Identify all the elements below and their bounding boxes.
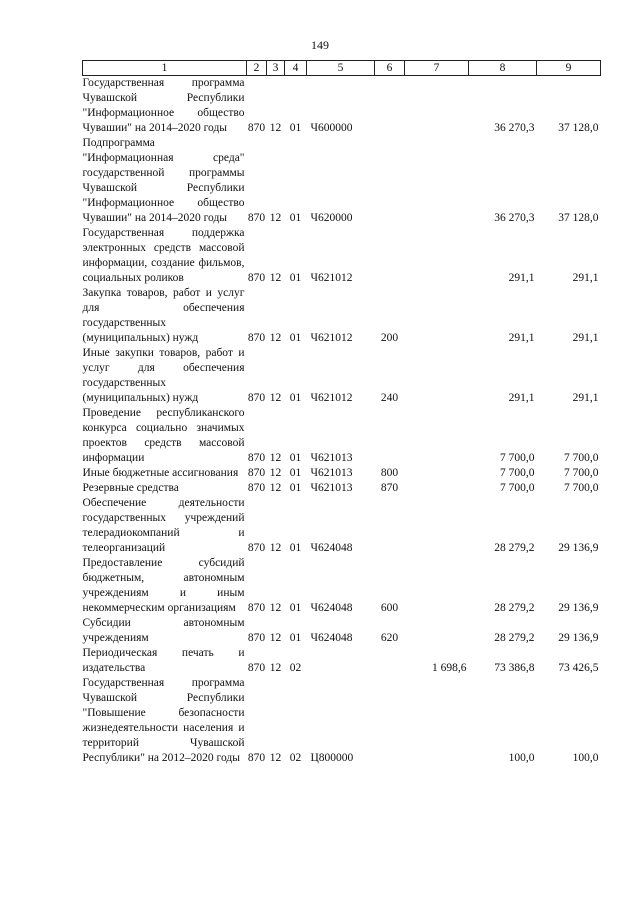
- row-col9-value: 7 700,0: [564, 467, 599, 479]
- row-name: Обеспечение деятельности государственных учреждений телерадиокомпаний и телеорганизаций: [82, 497, 245, 554]
- row-section: 12: [269, 542, 282, 554]
- row-section: 12: [269, 752, 282, 764]
- row-subsection: 01: [289, 212, 302, 224]
- row-expense-type: [375, 646, 405, 676]
- table-row: [83, 406, 601, 466]
- row-ministry: 870: [247, 662, 266, 674]
- row-section: 12: [269, 332, 282, 344]
- row-section: 12: [269, 452, 282, 464]
- row-name: Государственная программа Чувашской Республики "Повышение безопасности жизнедеятельности населения и территорий Чувашской Республики" на 2012–2020 годы: [82, 677, 245, 764]
- row-target-article: [307, 646, 375, 676]
- row-col9-value: 29 136,9: [558, 542, 599, 554]
- row-col8-value: 291,1: [508, 272, 535, 284]
- row-expense-type: [375, 496, 405, 556]
- row-col8-value: 28 279,2: [494, 542, 535, 554]
- row-subsection: 01: [289, 272, 302, 284]
- page-number: 149: [311, 38, 329, 52]
- table-row: [83, 346, 601, 406]
- row-target-article: Ч621012: [310, 392, 353, 404]
- header-col-3: 3: [267, 61, 285, 76]
- row-ministry: 870: [247, 392, 266, 404]
- row-col9-value: 7 700,0: [564, 482, 599, 494]
- table-row: [83, 76, 601, 137]
- row-ministry: 870: [247, 632, 266, 644]
- row-section: 12: [269, 212, 282, 224]
- row-target-article: Ч624048: [310, 542, 353, 554]
- row-section: 12: [269, 467, 282, 479]
- row-col9-value: 29 136,9: [558, 632, 599, 644]
- row-expense-type: [375, 136, 405, 226]
- row-col9-value: 100,0: [572, 752, 599, 764]
- row-name: Резервные средства: [82, 482, 179, 494]
- row-ministry: 870: [247, 122, 266, 134]
- row-col8-value: 7 700,0: [500, 452, 535, 464]
- row-name: Государственная поддержка электронных средств массовой информации, создание фильмов, социальных роликов: [82, 227, 245, 284]
- row-section: 12: [269, 632, 282, 644]
- row-target-article: Ч620000: [310, 212, 353, 224]
- row-section: 12: [269, 122, 282, 134]
- row-target-article: Ч621012: [310, 272, 353, 284]
- row-expense-type: 620: [380, 632, 399, 644]
- table-row: [83, 226, 601, 286]
- row-section: 12: [269, 662, 282, 674]
- row-ministry: 870: [247, 467, 266, 479]
- row-target-article: Ч621013: [310, 467, 353, 479]
- row-col9-value: 73 426,5: [558, 662, 599, 674]
- row-ministry: 870: [247, 542, 266, 554]
- row-name: Субсидии автономным учреждениям: [82, 617, 245, 644]
- table-row: [83, 496, 601, 556]
- table-row: [83, 466, 601, 481]
- row-col8-value: 100,0: [508, 752, 535, 764]
- row-col9-value: 37 128,0: [558, 122, 599, 134]
- row-expense-type: [375, 76, 405, 137]
- row-col8-value: 36 270,3: [494, 212, 535, 224]
- row-subsection: 01: [289, 332, 302, 344]
- row-section: 12: [269, 482, 282, 494]
- row-subsection: 01: [289, 452, 302, 464]
- row-name: Иные бюджетные ассигнования: [82, 467, 239, 479]
- row-col7-value: 1 698,6: [432, 662, 467, 674]
- table-row: [83, 556, 601, 616]
- table-row: [83, 616, 601, 646]
- row-name: Проведение республиканского конкурса социально значимых проектов средств массовой информации: [82, 407, 245, 464]
- row-subsection: 01: [289, 392, 302, 404]
- row-name: Периодическая печать и издательства: [82, 647, 245, 674]
- row-col8-value: 28 279,2: [494, 602, 535, 614]
- row-col9-value: 291,1: [572, 272, 599, 284]
- row-col7-value: [405, 616, 469, 646]
- row-subsection: 01: [289, 542, 302, 554]
- row-col8-value: 36 270,3: [494, 122, 535, 134]
- row-target-article: Ц800000: [310, 752, 354, 764]
- row-ministry: 870: [247, 482, 266, 494]
- header-col-6: 6: [375, 61, 405, 76]
- row-target-article: Ч624048: [310, 602, 353, 614]
- row-ministry: 870: [247, 332, 266, 344]
- row-expense-type: [375, 676, 405, 766]
- row-expense-type: 600: [380, 602, 399, 614]
- row-subsection: 01: [289, 632, 302, 644]
- row-expense-type: [375, 226, 405, 286]
- row-name: Закупка товаров, работ и услуг для обеспечения государственных (муниципальных) нужд: [82, 287, 245, 344]
- row-col7-value: [405, 406, 469, 466]
- row-col7-value: [405, 676, 469, 766]
- row-section: 12: [269, 392, 282, 404]
- row-col9-value: 291,1: [572, 392, 599, 404]
- row-col8-value: 291,1: [508, 392, 535, 404]
- row-col8-value: 7 700,0: [500, 467, 535, 479]
- row-target-article: Ч621013: [310, 482, 353, 494]
- row-target-article: Ч621012: [310, 332, 353, 344]
- row-ministry: 870: [247, 272, 266, 284]
- table-row: [83, 676, 601, 766]
- row-name: Государственная программа Чувашской Республики "Информационное общество Чувашии" на 2014–2020 годы: [82, 77, 245, 134]
- row-ministry: 870: [247, 212, 266, 224]
- row-expense-type: [375, 406, 405, 466]
- header-col-8: 8: [469, 61, 537, 76]
- header-col-2: 2: [247, 61, 267, 76]
- table-row: [83, 136, 601, 226]
- row-expense-type: 800: [380, 467, 399, 479]
- row-col8-value: 291,1: [508, 332, 535, 344]
- row-subsection: 01: [289, 467, 302, 479]
- row-ministry: 870: [247, 752, 266, 764]
- row-target-article: Ч621013: [310, 452, 353, 464]
- row-col7-value: [405, 466, 469, 481]
- row-col8-value: 73 386,8: [494, 662, 535, 674]
- row-name: Иные закупки товаров, работ и услуг для обеспечения государственных (муниципальных) нужд: [82, 347, 245, 404]
- row-target-article: Ч600000: [310, 122, 353, 134]
- header-col-5: 5: [307, 61, 375, 76]
- row-col9-value: 29 136,9: [558, 602, 599, 614]
- row-section: 12: [269, 602, 282, 614]
- budget-table: [82, 60, 601, 766]
- row-col7-value: [405, 346, 469, 406]
- row-col9-value: 7 700,0: [564, 452, 599, 464]
- row-name: Подпрограмма "Информационная среда" государственной программы Чувашской Республики "Информационное общество Чувашии" на 2014–2020 годы: [82, 137, 245, 224]
- table-row: [83, 481, 601, 496]
- row-expense-type: 240: [380, 392, 399, 404]
- row-col9-value: 37 128,0: [558, 212, 599, 224]
- row-subsection: 02: [289, 662, 302, 674]
- row-section: 12: [269, 272, 282, 284]
- row-subsection: 01: [289, 122, 302, 134]
- header-row: [83, 61, 601, 76]
- row-col7-value: [405, 556, 469, 616]
- header-col-4: 4: [285, 61, 307, 76]
- table-row: [83, 286, 601, 346]
- row-subsection: 02: [289, 752, 302, 764]
- row-col7-value: [405, 496, 469, 556]
- row-ministry: 870: [247, 452, 266, 464]
- row-col7-value: [405, 481, 469, 496]
- row-expense-type: 200: [380, 332, 399, 344]
- row-target-article: Ч624048: [310, 632, 353, 644]
- row-expense-type: 870: [380, 482, 399, 494]
- header-col-9: 9: [537, 61, 601, 76]
- row-col9-value: 291,1: [572, 332, 599, 344]
- row-col7-value: [405, 226, 469, 286]
- row-col7-value: [405, 286, 469, 346]
- row-subsection: 01: [289, 482, 302, 494]
- header-col-7: 7: [405, 61, 469, 76]
- table-row: [83, 646, 601, 676]
- row-col7-value: [405, 76, 469, 137]
- row-col8-value: 7 700,0: [500, 482, 535, 494]
- header-col-1: 1: [83, 61, 247, 76]
- row-col8-value: 28 279,2: [494, 632, 535, 644]
- row-col7-value: [405, 136, 469, 226]
- row-subsection: 01: [289, 602, 302, 614]
- row-name: Предоставление субсидий бюджетным, автономным учреждениям и иным некоммерческим организациям: [82, 557, 245, 614]
- row-ministry: 870: [247, 602, 266, 614]
